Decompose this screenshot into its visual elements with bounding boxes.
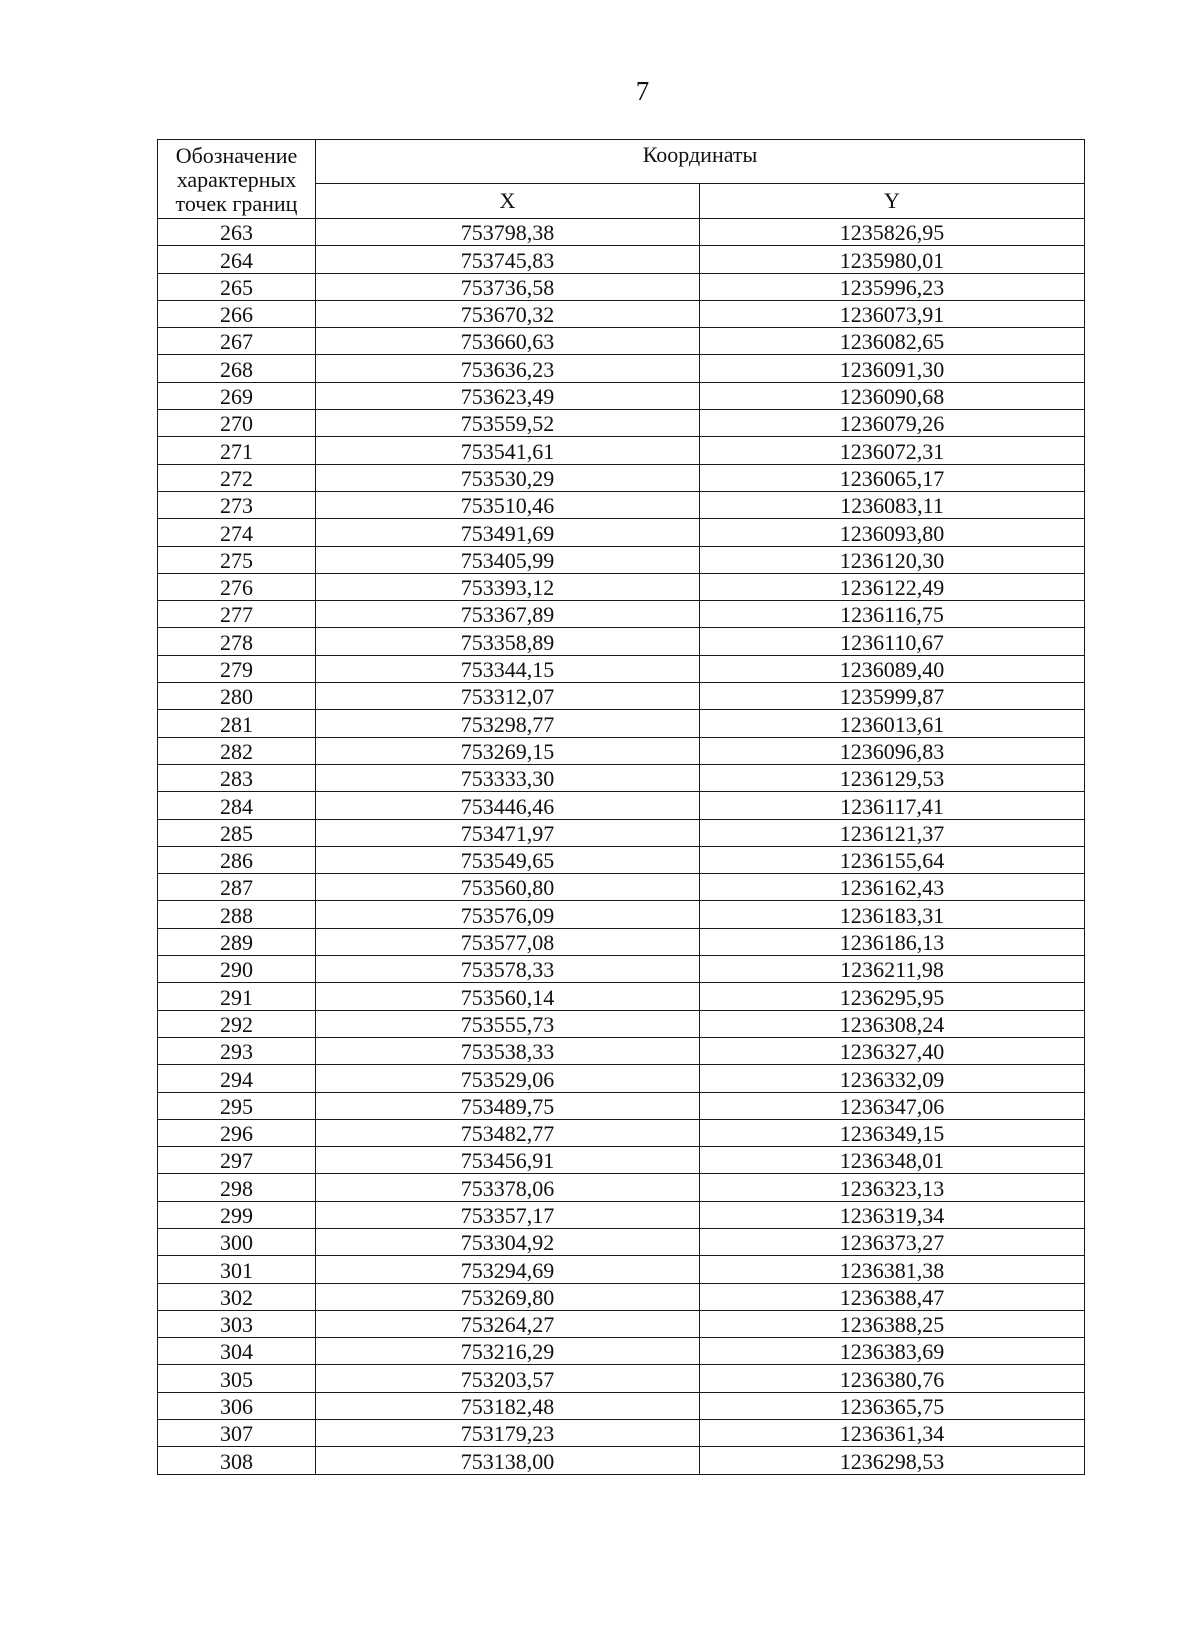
y-coordinate-cell: 1236308,24 [700,1010,1085,1037]
table-row [158,956,1085,983]
point-cell: 286 [158,846,316,873]
table-row [158,1256,1085,1283]
y-coordinate-cell: 1236093,80 [700,519,1085,546]
point-cell: 290 [158,956,316,983]
table-row [158,1310,1085,1337]
coordinates-table [157,139,1085,1475]
y-coordinate-cell: 1236388,47 [700,1283,1085,1310]
y-coordinate-cell: 1236090,68 [700,382,1085,409]
x-coordinate-cell: 753541,61 [316,437,700,464]
x-coordinate-cell: 753530,29 [316,464,700,491]
table-row [158,246,1085,273]
x-coordinate-cell: 753367,89 [316,601,700,628]
table-row [158,300,1085,327]
y-coordinate-cell: 1236083,11 [700,491,1085,518]
table-row [158,1037,1085,1064]
y-coordinate-cell: 1236298,53 [700,1447,1085,1474]
page-number: 7 [635,76,650,106]
x-coordinate-cell: 753216,29 [316,1338,700,1365]
table-body [158,219,1085,1475]
point-cell: 269 [158,382,316,409]
point-cell: 303 [158,1310,316,1337]
point-cell: 306 [158,1392,316,1419]
x-coordinate-cell: 753456,91 [316,1147,700,1174]
y-coordinate-cell: 1236117,41 [700,792,1085,819]
y-coordinate-cell: 1236091,30 [700,355,1085,382]
table-row [158,437,1085,464]
point-cell: 282 [158,737,316,764]
x-coordinate-cell: 753560,80 [316,874,700,901]
point-cell: 302 [158,1283,316,1310]
table-row [158,819,1085,846]
table-row [158,655,1085,682]
table-row [158,546,1085,573]
x-coordinate-cell: 753559,52 [316,410,700,437]
table-row [158,628,1085,655]
y-coordinate-cell: 1236347,06 [700,1092,1085,1119]
point-cell: 274 [158,519,316,546]
table-row [158,519,1085,546]
table-row [158,1392,1085,1419]
x-coordinate-cell: 753269,80 [316,1283,700,1310]
point-cell: 266 [158,300,316,327]
table-row [158,1174,1085,1201]
x-coordinate-cell: 753482,77 [316,1119,700,1146]
x-coordinate-cell: 753555,73 [316,1010,700,1037]
x-coordinate-cell: 753576,09 [316,901,700,928]
x-coordinate-cell: 753510,46 [316,491,700,518]
x-coordinate-cell: 753312,07 [316,683,700,710]
x-coordinate-cell: 753179,23 [316,1420,700,1447]
point-cell: 296 [158,1119,316,1146]
coordinates-column-header: Координаты [316,140,1085,184]
y-coordinate-cell: 1236096,83 [700,737,1085,764]
table-row [158,710,1085,737]
x-coordinate-cell: 753405,99 [316,546,700,573]
x-coordinate-cell: 753798,38 [316,219,700,246]
y-coordinate-cell: 1236349,15 [700,1119,1085,1146]
table-row [158,928,1085,955]
x-coordinate-cell: 753333,30 [316,764,700,791]
table-row [158,491,1085,518]
point-cell: 297 [158,1147,316,1174]
y-coordinate-cell: 1236365,75 [700,1392,1085,1419]
y-coordinate-cell: 1236162,43 [700,874,1085,901]
table-row [158,601,1085,628]
x-coordinate-cell: 753138,00 [316,1447,700,1474]
x-coordinate-cell: 753623,49 [316,382,700,409]
point-cell: 278 [158,628,316,655]
table-row [158,1447,1085,1474]
point-cell: 300 [158,1228,316,1255]
point-cell: 294 [158,1065,316,1092]
y-coordinate-cell: 1236079,26 [700,410,1085,437]
point-cell: 285 [158,819,316,846]
y-coordinate-cell: 1236327,40 [700,1037,1085,1064]
table-row [158,683,1085,710]
point-cell: 304 [158,1338,316,1365]
x-coordinate-cell: 753736,58 [316,273,700,300]
x-coordinate-cell: 753577,08 [316,928,700,955]
table-row [158,792,1085,819]
y-coordinate-cell: 1236122,49 [700,573,1085,600]
point-cell: 301 [158,1256,316,1283]
point-cell: 293 [158,1037,316,1064]
table-row [158,410,1085,437]
y-coordinate-cell: 1236373,27 [700,1228,1085,1255]
point-cell: 295 [158,1092,316,1119]
x-coordinate-cell: 753357,17 [316,1201,700,1228]
x-coordinate-cell: 753203,57 [316,1365,700,1392]
table-row [158,846,1085,873]
y-coordinate-cell: 1236295,95 [700,983,1085,1010]
x-coordinate-cell: 753182,48 [316,1392,700,1419]
x-coordinate-cell: 753745,83 [316,246,700,273]
point-cell: 268 [158,355,316,382]
y-coordinate-cell: 1236381,38 [700,1256,1085,1283]
y-coordinate-cell: 1235826,95 [700,219,1085,246]
point-cell: 273 [158,491,316,518]
table-row [158,328,1085,355]
point-cell: 298 [158,1174,316,1201]
y-coordinate-cell: 1236380,76 [700,1365,1085,1392]
point-cell: 281 [158,710,316,737]
x-coordinate-cell: 753264,27 [316,1310,700,1337]
y-coordinate-cell: 1235980,01 [700,246,1085,273]
point-cell: 292 [158,1010,316,1037]
y-coordinate-cell: 1236323,13 [700,1174,1085,1201]
y-coordinate-cell: 1236110,67 [700,628,1085,655]
y-coordinate-cell: 1236089,40 [700,655,1085,682]
x-coordinate-cell: 753636,23 [316,355,700,382]
x-coordinate-cell: 753578,33 [316,956,700,983]
x-coordinate-cell: 753269,15 [316,737,700,764]
x-coordinate-cell: 753538,33 [316,1037,700,1064]
point-cell: 267 [158,328,316,355]
point-cell: 272 [158,464,316,491]
table-row [158,1092,1085,1119]
table-row [158,1201,1085,1228]
point-cell: 265 [158,273,316,300]
table-row [158,382,1085,409]
x-coordinate-cell: 753529,06 [316,1065,700,1092]
x-coordinate-cell: 753670,32 [316,300,700,327]
table-row [158,573,1085,600]
x-coordinate-cell: 753294,69 [316,1256,700,1283]
point-cell: 307 [158,1420,316,1447]
point-cell: 305 [158,1365,316,1392]
point-cell: 299 [158,1201,316,1228]
y-coordinate-cell: 1236332,09 [700,1065,1085,1092]
x-coordinate-cell: 753358,89 [316,628,700,655]
table-row [158,1365,1085,1392]
y-coordinate-cell: 1236183,31 [700,901,1085,928]
x-coordinate-cell: 753298,77 [316,710,700,737]
y-coordinate-cell: 1236072,31 [700,437,1085,464]
y-coordinate-cell: 1236186,13 [700,928,1085,955]
table-row [158,1010,1085,1037]
table-row [158,874,1085,901]
y-coordinate-cell: 1236319,34 [700,1201,1085,1228]
y-coordinate-cell: 1236082,65 [700,328,1085,355]
point-cell: 308 [158,1447,316,1474]
y-coordinate-cell: 1236065,17 [700,464,1085,491]
y-coordinate-cell: 1236211,98 [700,956,1085,983]
x-coordinate-cell: 753549,65 [316,846,700,873]
x-coordinate-cell: 753660,63 [316,328,700,355]
x-coordinate-cell: 753491,69 [316,519,700,546]
point-cell: 280 [158,683,316,710]
table-row [158,901,1085,928]
x-coordinate-cell: 753304,92 [316,1228,700,1255]
x-coordinate-cell: 753560,14 [316,983,700,1010]
table-row [158,1065,1085,1092]
table-row [158,1228,1085,1255]
point-cell: 277 [158,601,316,628]
point-cell: 289 [158,928,316,955]
point-cell: 283 [158,764,316,791]
y-coordinate-cell: 1236121,37 [700,819,1085,846]
y-coordinate-cell: 1236073,91 [700,300,1085,327]
x-column-header: X [316,184,700,219]
y-column-header: Y [700,184,1085,219]
table-row [158,464,1085,491]
point-cell: 284 [158,792,316,819]
point-cell: 287 [158,874,316,901]
point-cell: 271 [158,437,316,464]
x-coordinate-cell: 753344,15 [316,655,700,682]
table-row [158,273,1085,300]
y-coordinate-cell: 1236116,75 [700,601,1085,628]
table-row [158,1283,1085,1310]
table-header [158,140,1085,219]
y-coordinate-cell: 1236129,53 [700,764,1085,791]
point-cell: 263 [158,219,316,246]
y-coordinate-cell: 1236120,30 [700,546,1085,573]
point-cell: 270 [158,410,316,437]
point-column-header: Обозначение характерных точек границ [158,140,316,219]
point-cell: 276 [158,573,316,600]
table-row [158,355,1085,382]
table-row [158,1119,1085,1146]
y-coordinate-cell: 1235996,23 [700,273,1085,300]
table-row [158,1420,1085,1447]
table-row [158,1338,1085,1365]
y-coordinate-cell: 1236388,25 [700,1310,1085,1337]
x-coordinate-cell: 753489,75 [316,1092,700,1119]
y-coordinate-cell: 1236013,61 [700,710,1085,737]
y-coordinate-cell: 1236361,34 [700,1420,1085,1447]
x-coordinate-cell: 753446,46 [316,792,700,819]
point-cell: 275 [158,546,316,573]
table-row [158,219,1085,246]
point-cell: 291 [158,983,316,1010]
table-row [158,737,1085,764]
y-coordinate-cell: 1236155,64 [700,846,1085,873]
point-cell: 279 [158,655,316,682]
y-coordinate-cell: 1236348,01 [700,1147,1085,1174]
x-coordinate-cell: 753393,12 [316,573,700,600]
table-row [158,1147,1085,1174]
point-cell: 288 [158,901,316,928]
table-row [158,764,1085,791]
table-row [158,983,1085,1010]
x-coordinate-cell: 753471,97 [316,819,700,846]
y-coordinate-cell: 1235999,87 [700,683,1085,710]
point-cell: 264 [158,246,316,273]
y-coordinate-cell: 1236383,69 [700,1338,1085,1365]
x-coordinate-cell: 753378,06 [316,1174,700,1201]
